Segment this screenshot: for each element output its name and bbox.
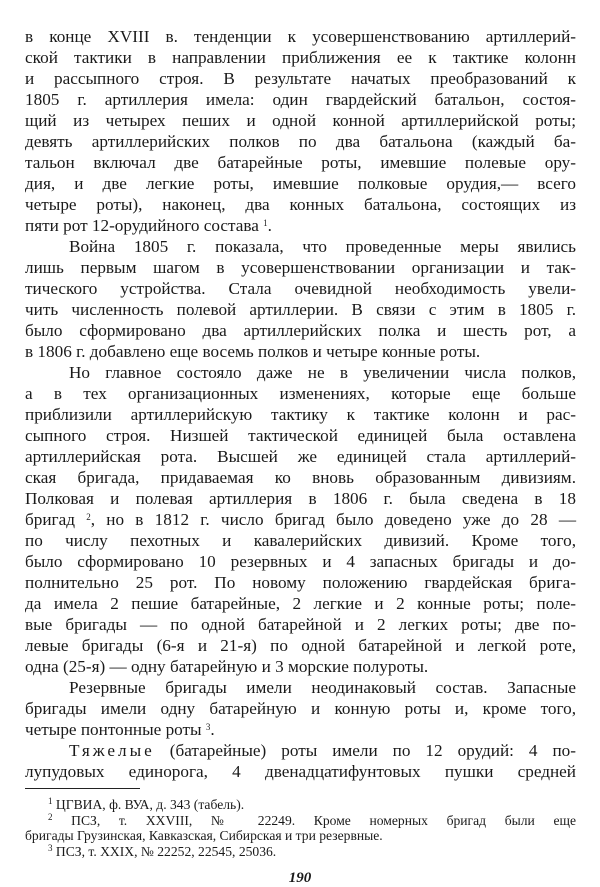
- paragraph: [25, 362, 576, 677]
- footnote-marker: 2: [48, 811, 53, 822]
- text-line: ской тактики в направлении приближения ее к тактике колонн: [25, 48, 576, 67]
- text-line: приблизили артиллерийскую тактику к тактике колонн и рас-: [25, 405, 576, 424]
- footnote-line: $^3$ ПСЗ, т. XXIX, № 22252, 22545, 25036.: [48, 842, 277, 859]
- text-line: щий из четырех пеших и одной конной артиллерийской роты;: [25, 111, 576, 130]
- text-line: бригад $^2$, но в 1812 г. число бригад было доведено уже до 28 —: [25, 510, 577, 529]
- text-line: было сформировано 10 резервных и 4 запасных бригады и до-: [25, 552, 576, 571]
- footnote-line: $^2$ ПСЗ, т. XXVIII, № 22249. Кроме номерных бригад были еще: [48, 811, 577, 828]
- text-line: лишь первым шагом в усовершенствовании организации и так-: [25, 258, 576, 277]
- text-line: четыре роты), наконец, два конных батальона, состоящих из: [25, 195, 576, 214]
- page-number: 190: [288, 870, 312, 886]
- text-line: Но главное состояло даже не в увеличении числа полков,: [69, 363, 576, 382]
- body-text: [25, 26, 576, 782]
- paragraph: [25, 236, 576, 362]
- footnote-reference: 2: [86, 512, 91, 522]
- footnotes: [25, 797, 576, 859]
- paragraph: [25, 26, 576, 236]
- paragraph: [25, 740, 576, 782]
- text-line: и рассыпного строя. В результате начатых преобразований к: [25, 69, 576, 88]
- text-line: бригады имели одну батарейную и конную роты и, кроме того,: [25, 699, 576, 718]
- text-line: в конце XVIII в. тенденции к усовершенствованию артиллерий-: [25, 27, 576, 46]
- page-content: [25, 26, 576, 859]
- text-line: в 1806 г. добавлено еще восемь полков и четыре конные роты.: [25, 342, 481, 361]
- footnote-divider: [25, 788, 140, 789]
- footnote-marker: 1: [48, 796, 53, 806]
- text-line: Полковая и полевая артиллерия в 1806 г. была сведена в 18: [25, 489, 576, 508]
- footnote-reference: 3: [205, 722, 211, 732]
- text-line: ская бригада, придаваемая ко вновь образованным дивизиям.: [25, 468, 576, 487]
- text-line: полнительно 25 рот. По новому положению гвардейская брига-: [25, 573, 576, 592]
- text-line: было сформировано два артиллерийских полка и шесть рот, а: [25, 321, 576, 340]
- text-line: Резервные бригады имели неодинаковый состав. Запасные: [69, 678, 576, 697]
- text-line: Тяжелые (батарейные) роты имели по 12 орудий: 4 по-: [69, 741, 576, 760]
- footnote-marker: 3: [48, 842, 53, 853]
- text-line: лупудовых единорога, 4 двенадцатифунтовых пушки средней: [25, 762, 576, 781]
- footnote-line: бригады Грузинская, Кавказская, Сибирская и три резервные.: [25, 828, 383, 843]
- footnote-reference: 1: [263, 218, 268, 228]
- text-line: Война 1805 г. показала, что проведенные меры явились: [69, 237, 576, 256]
- text-line: пяти рот 12-орудийного состава $^1$.: [25, 216, 272, 235]
- emphasized-term: Тяжелые: [69, 741, 155, 760]
- text-line: 1805 г. артиллерия имела: один гвардейский батальон, состоя-: [25, 90, 576, 109]
- text-line: тальон включал две батарейные роты, имевшие полевые ору-: [25, 153, 576, 172]
- text-line: левые бригады (6-я и 21-я) по одной батарейной и легкой роте,: [25, 636, 576, 655]
- text-line: артиллерийская рота. Высшей же единицей стала артиллерий-: [25, 447, 576, 466]
- text-line: четыре понтонные роты $^3$.: [25, 720, 215, 739]
- text-line: девять артиллерийских полков по два батальона (каждый ба-: [25, 132, 576, 151]
- text-line: да имела 2 пешие батарейные, 2 легкие и 2 конные роты; поле-: [25, 594, 576, 613]
- text-line: вые бригады — по одной батарейной и 2 легких роты; две по-: [25, 615, 576, 634]
- text-line: дия, и две легкие роты, имевшие полковые орудия,— всего: [25, 174, 576, 193]
- paragraph: [25, 677, 576, 740]
- text-line: чить численность полевой артиллерии. В связи с этим в 1805 г.: [25, 300, 576, 319]
- text-line: тического устройства. Стала очевидной необходимость увели-: [25, 279, 576, 298]
- footnote-line: $^1$ ЦГВИА, ф. ВУА, д. 343 (табель).: [48, 796, 245, 812]
- text-line: а в тех организационных изменениях, которые еще больше: [25, 384, 576, 403]
- text-line: по числу пехотных и кавалерийских дивизий. Кроме того,: [25, 531, 576, 550]
- text-line: одна (25-я) — одну батарейную и 3 морские полуроты.: [25, 657, 429, 676]
- text-line: сыпного строя. Низшей тактической единицей была оставлена: [25, 426, 576, 445]
